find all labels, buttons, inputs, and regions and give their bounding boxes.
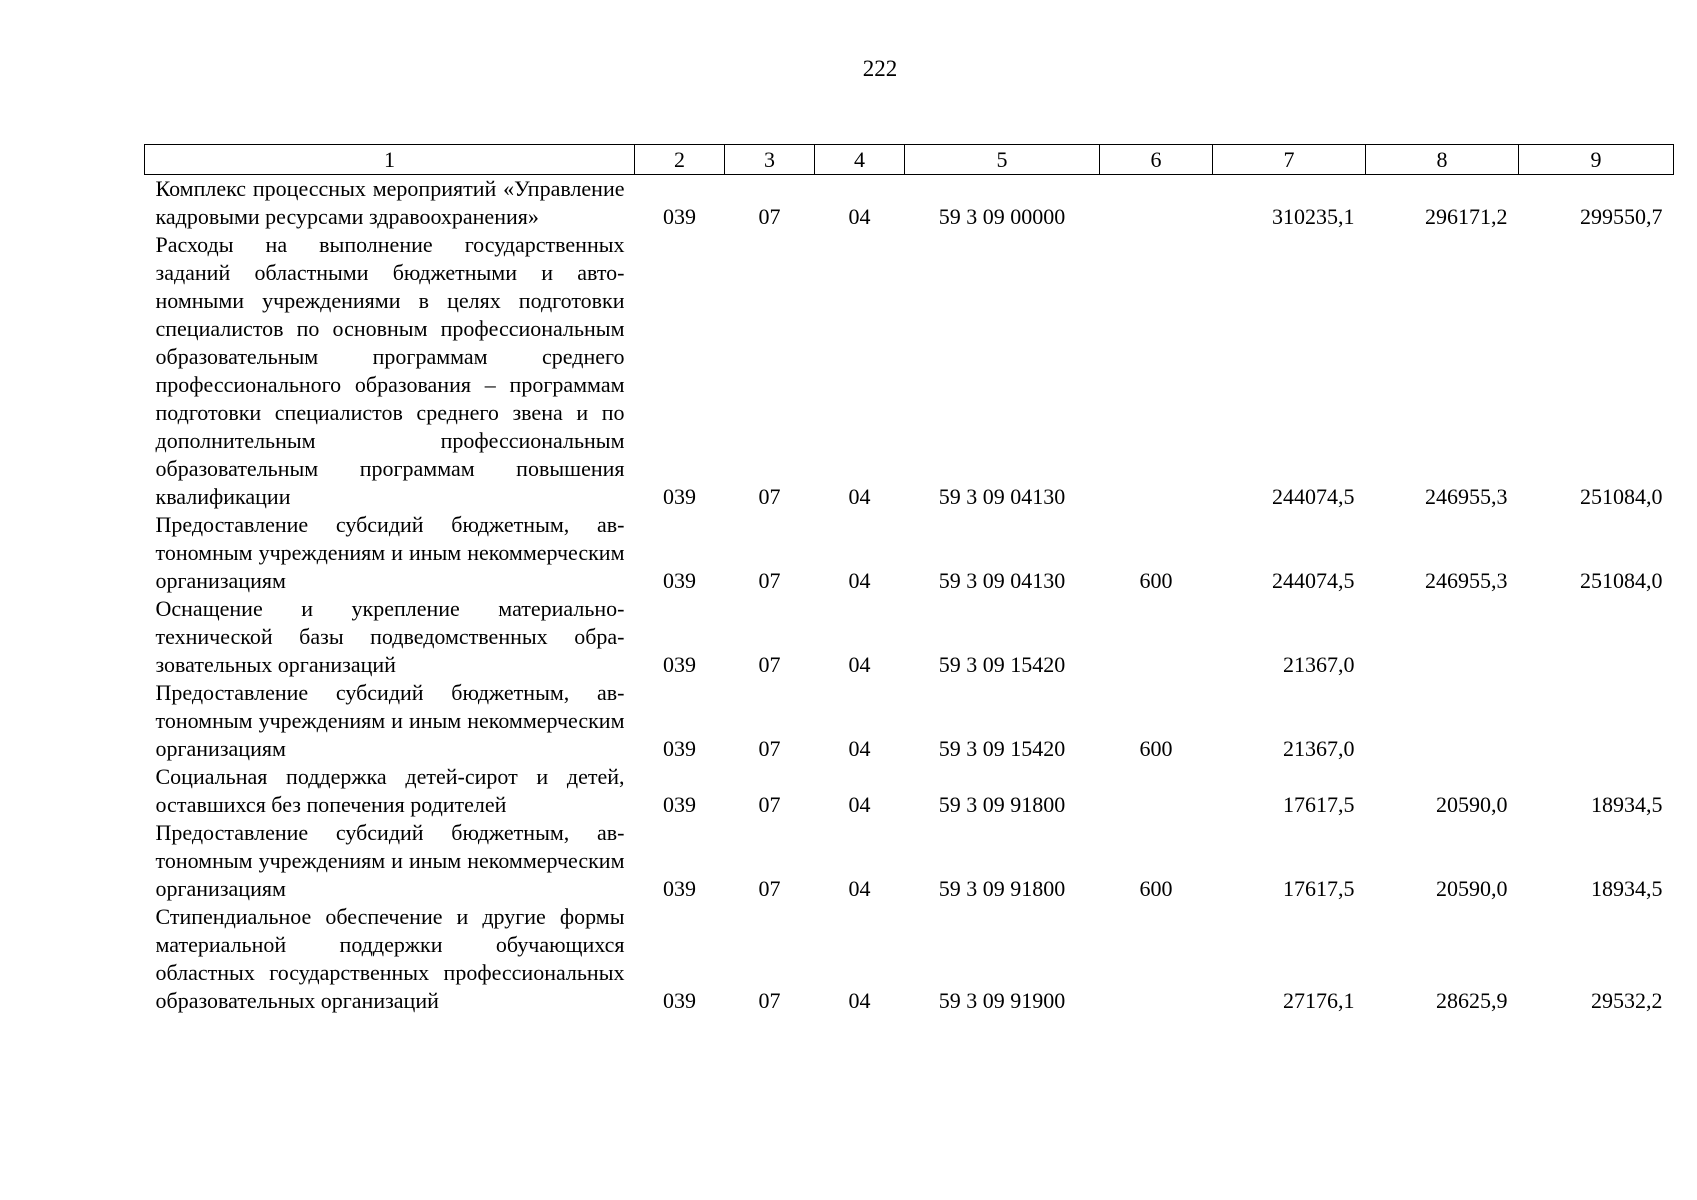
row-section: 07 xyxy=(758,652,781,677)
row-target-article: 59 3 09 91900 xyxy=(938,988,1066,1013)
row-amount-year-2: 246955,3 xyxy=(1425,484,1508,509)
row-expense-type xyxy=(1100,763,1213,819)
row-amount-year-1: 310235,1 xyxy=(1272,204,1355,229)
row-description: Стипендиальное обеспечение и другие формы материальной поддержки обучающихся областных государственных профессиональных образовательных организаций xyxy=(155,904,625,1013)
header-col-7: 7 xyxy=(1213,145,1366,175)
row-target-article: 59 3 09 15420 xyxy=(938,736,1066,761)
row-amount-year-3: 251084,0 xyxy=(1580,484,1663,509)
row-section: 07 xyxy=(758,792,781,817)
budget-table xyxy=(144,144,1674,1015)
table-row xyxy=(145,175,1674,232)
table-row xyxy=(145,679,1674,763)
table-body xyxy=(145,175,1674,1016)
row-amount-year-2: 246955,3 xyxy=(1425,568,1508,593)
header-col-2: 2 xyxy=(635,145,725,175)
row-grbs: 039 xyxy=(663,876,696,901)
header-col-3: 3 xyxy=(725,145,815,175)
row-subsection: 04 xyxy=(848,652,871,677)
row-grbs: 039 xyxy=(663,652,696,677)
row-amount-year-2 xyxy=(1366,679,1519,763)
row-target-article: 59 3 09 04130 xyxy=(938,568,1066,593)
row-description: Оснащение и укрепление материально-технической базы подведомственных образовательных организаций xyxy=(155,596,625,677)
row-subsection: 04 xyxy=(848,568,871,593)
page-number: 222 xyxy=(862,56,898,81)
row-amount-year-1: 17617,5 xyxy=(1283,876,1355,901)
row-expense-type xyxy=(1100,175,1213,232)
row-section: 07 xyxy=(758,876,781,901)
row-expense-type xyxy=(1100,231,1213,511)
row-target-article: 59 3 09 91800 xyxy=(938,792,1066,817)
row-expense-type xyxy=(1100,903,1213,1015)
row-grbs: 039 xyxy=(663,568,696,593)
row-target-article: 59 3 09 00000 xyxy=(938,204,1066,229)
row-subsection: 04 xyxy=(848,484,871,509)
header-col-6: 6 xyxy=(1100,145,1213,175)
header-col-4: 4 xyxy=(815,145,905,175)
row-amount-year-3 xyxy=(1519,595,1674,679)
row-expense-type: 600 xyxy=(1139,568,1173,593)
row-target-article: 59 3 09 91800 xyxy=(938,876,1066,901)
row-amount-year-3: 251084,0 xyxy=(1580,568,1663,593)
row-grbs: 039 xyxy=(663,484,696,509)
header-row xyxy=(145,145,1674,175)
header-col-1: 1 xyxy=(145,145,635,175)
row-description: Комплекс процессных мероприятий «Управление кадровыми ресурсами здравоохранения» xyxy=(155,176,625,229)
row-section: 07 xyxy=(758,988,781,1013)
row-amount-year-1: 244074,5 xyxy=(1272,484,1355,509)
row-amount-year-1: 17617,5 xyxy=(1283,792,1355,817)
row-description: Предоставление субсидий бюджетным, автономным учреждениям и иным некоммерческим организациям xyxy=(155,680,625,761)
row-target-article: 59 3 09 15420 xyxy=(938,652,1066,677)
table-header xyxy=(145,145,1674,175)
row-expense-type: 600 xyxy=(1139,736,1173,761)
row-description: Расходы на выполнение государственных заданий областными бюджетными и автономными учреждениями в целях подготовки специалистов по основным профессиональным образовательным программам среднего профессионального образования – программам подготовки специалистов среднего звена и по дополнительным профессиональным образовательным программам повышения квалификации xyxy=(155,232,625,509)
row-amount-year-3: 299550,7 xyxy=(1580,204,1663,229)
row-section: 07 xyxy=(758,568,781,593)
row-target-article: 59 3 09 04130 xyxy=(938,484,1066,509)
row-subsection: 04 xyxy=(848,792,871,817)
row-description: Предоставление субсидий бюджетным, автономным учреждениям и иным некоммерческим организациям xyxy=(155,512,625,593)
row-section: 07 xyxy=(758,204,781,229)
table-row xyxy=(145,763,1674,819)
row-expense-type: 600 xyxy=(1139,876,1173,901)
row-subsection: 04 xyxy=(848,204,871,229)
row-section: 07 xyxy=(758,484,781,509)
row-grbs: 039 xyxy=(663,204,696,229)
row-amount-year-2 xyxy=(1366,595,1519,679)
row-amount-year-3: 18934,5 xyxy=(1591,876,1663,901)
row-description: Социальная поддержка детей-сирот и детей, оставшихся без попечения родителей xyxy=(155,764,625,817)
row-subsection: 04 xyxy=(848,876,871,901)
row-amount-year-2: 296171,2 xyxy=(1425,204,1508,229)
row-subsection: 04 xyxy=(848,988,871,1013)
row-grbs: 039 xyxy=(663,736,696,761)
header-col-8: 8 xyxy=(1366,145,1519,175)
row-section: 07 xyxy=(758,736,781,761)
row-amount-year-2: 20590,0 xyxy=(1436,876,1508,901)
row-amount-year-1: 21367,0 xyxy=(1283,736,1355,761)
table-row xyxy=(145,903,1674,1015)
table-row xyxy=(145,511,1674,595)
row-amount-year-3: 29532,2 xyxy=(1591,988,1663,1013)
row-amount-year-2: 20590,0 xyxy=(1436,792,1508,817)
row-grbs: 039 xyxy=(663,792,696,817)
table-row xyxy=(145,595,1674,679)
row-amount-year-2: 28625,9 xyxy=(1436,988,1508,1013)
header-col-9: 9 xyxy=(1519,145,1674,175)
row-amount-year-1: 244074,5 xyxy=(1272,568,1355,593)
row-amount-year-1: 27176,1 xyxy=(1283,988,1355,1013)
header-col-5: 5 xyxy=(905,145,1100,175)
row-amount-year-3 xyxy=(1519,679,1674,763)
row-amount-year-3: 18934,5 xyxy=(1591,792,1663,817)
table-row xyxy=(145,231,1674,511)
row-expense-type xyxy=(1100,595,1213,679)
row-subsection: 04 xyxy=(848,736,871,761)
row-grbs: 039 xyxy=(663,988,696,1013)
row-amount-year-1: 21367,0 xyxy=(1283,652,1355,677)
table-row xyxy=(145,819,1674,903)
row-description: Предоставление субсидий бюджетным, автономным учреждениям и иным некоммерческим организациям xyxy=(155,820,625,901)
